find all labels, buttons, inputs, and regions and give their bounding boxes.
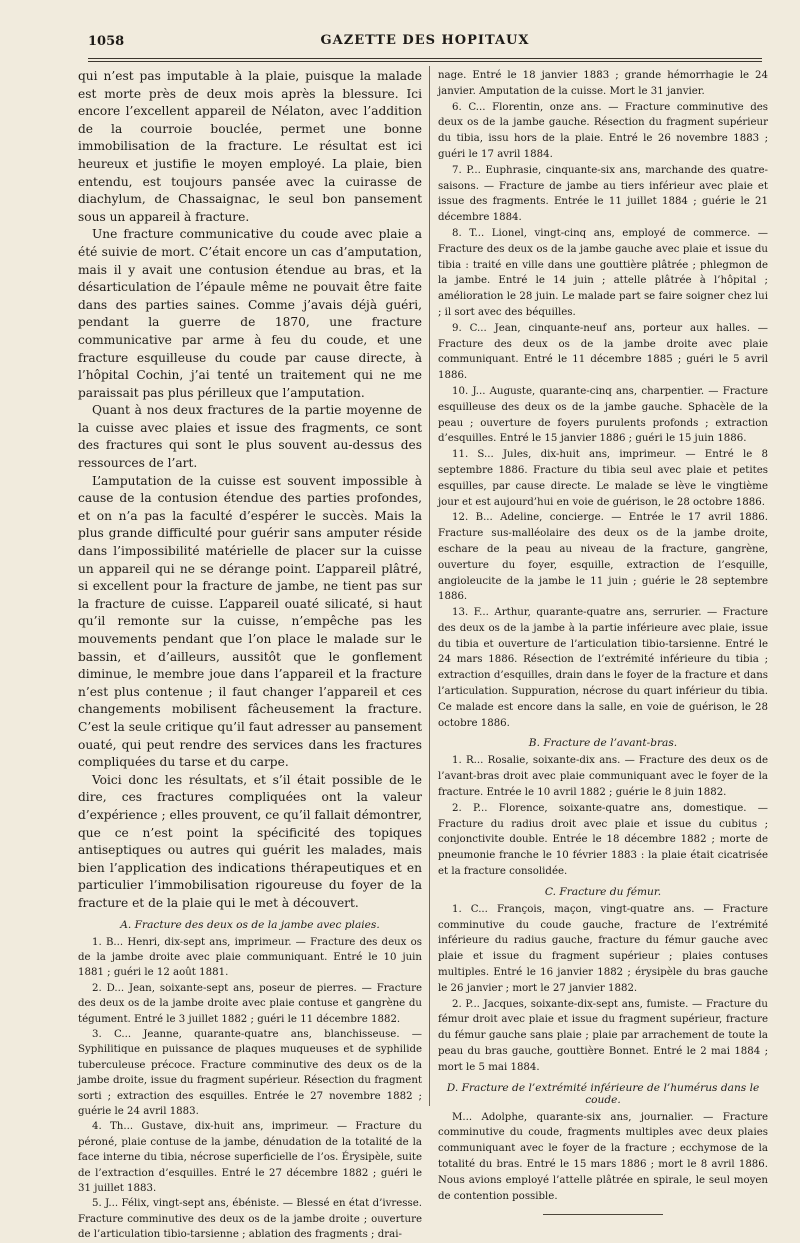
section-c-title: C. Fracture du fémur. <box>544 885 662 898</box>
page-number: 1058 <box>88 34 125 49</box>
case-entry: 1. R... Rosalie, soixante-dix ans. — Fracture des deux os de l’avant-bras droit avec plaie communiquant avec le foyer de la fracture. Entrée le 10 avril 1882 ; guérie le 8 juin 1882. <box>438 755 768 799</box>
case-entry: 4. Th... Gustave, dix-huit ans, imprimeur. — Fracture du péroné, plaie contuse de la jambe, dénudation de la totalité de la face interne du tibia, nécrose superficielle de l’os. Érysipèle, suite de l’extraction d’esquilles. Entré le 27 décembre 1882 ; guéri le 31 juillet 1883. <box>78 1121 422 1194</box>
body-paragraph: Voici donc les résultats, et s’il était possible de le dire, ces fractures compliquées ont la valeur d’expérience ; elles prouvent, ce qu’il fallait démontrer, que ce n’est point la spécificité des topiques antiseptiques ou autres qui guérit les malades, mais bien l’application des indications thérapeutiques et en particulier l’immobilisation rigoureuse du foyer de la fracture et de la plaie qui le met à découvert. <box>78 772 422 910</box>
case-entry: 1. B... Henri, dix-sept ans, imprimeur. — Fracture des deux os de la jambe droite avec plaie communiquant. Entré le 10 juin 1881 ; guéri le 12 août 1881. <box>78 936 422 979</box>
case-entry: 12. B... Adeline, concierge. — Entrée le 17 avril 1886. Fracture sus-malléolaire des deux os de la jambe droite, eschare de la peau au niveau de la fracture, gangrène, ouverture du foyer, esquille, extraction de l’esquille, angioleucite de la jambe le 11 juin ; guérie le 28 septembre 1886. <box>438 512 768 603</box>
body-paragraph: Une fracture communicative du coude avec plaie a été suivie de mort. C’était encore un cas d’amputation, mais il y avait une contusion étendue au bras, et la désarticulation de l’épaule même ne pouvait être faite dans des parties saines. Comme j’avais déjà guéri, pendant la guerre de 1870, une fracture communicative par arme à feu du coude, et une fracture esquilleuse du coude par cause directe, à l’hôpital Cochin, j’ai tenté un traitement qui ne me paraissait pas plus périlleux que l’amputation. <box>78 227 422 400</box>
journal-title: GAZETTE DES HOPITAUX <box>320 33 530 48</box>
case-entry: 9. C... Jean, cinquante-neuf ans, porteur aux halles. — Fracture des deux os de la jambe droite avec plaie communiquant. Entré le 11 décembre 1885 ; guéri le 5 avril 1886. <box>438 322 768 382</box>
header-rule-top <box>88 58 762 59</box>
case-entry: M... Adolphe, quarante-six ans, journalier. — Fracture comminutive du coude, fragments multiples avec deux plaies communiquant avec le foyer de la fracture ; ecchymose de la totalité du bras. Entré le 15 mars 1886 ; mort le 8 avril 1886. Nous avions employé l’attelle plâtrée en spirale, le seul moyen de contention possible. <box>438 1111 768 1202</box>
case-entry: 3. C... Jeanne, quarante-quatre ans, blanchisseuse. — Syphilitique en puissance de plaques muqueuses et de syphilide tuberculeuse précoce. Fracture comminutive des deux os de la jambe droite, issue du fragment supérieur. Résection du fragment sorti ; extraction des esquilles. Entrée le 27 novembre 1882 ; guérie le 24 avril 1883. <box>78 1028 422 1117</box>
case-entry: 5. J... Félix, vingt-sept ans, ébéniste. — Blessé en état d’ivresse. Fracture comminutive des deux os de la jambe droite ; ouverture de l’articulation tibio-tarsienne ; ablation des fragments ; drai- <box>78 1198 422 1241</box>
case-entry: 2. D... Jean, soixante-sept ans, poseur de pierres. — Fracture des deux os de la jambe droite avec plaie contuse et gangrène du tégument. Entré le 3 juillet 1882 ; guéri le 11 décembre 1882. <box>78 982 422 1025</box>
case-entry: 13. F... Arthur, quarante-quatre ans, serrurier. — Fracture des deux os de la jambe à la partie inférieure avec plaie, issue du tibia et ouverture de l’articulation tibio-tarsienne. Entré le 24 mars 1886. Résection de l’extrémité inférieure du tibia ; extraction d’esquilles, drain dans le foyer de la fracture et dans l’articulation. Suppuration, nécrose du quart inférieur du tibia. Ce malade est encore dans la salle, en voie de guérison, le 28 octobre 1886. <box>438 607 768 729</box>
page-header <box>88 30 762 52</box>
body-paragraph: L’amputation de la cuisse est souvent impossible à cause de la contusion étendue des parties profondes, et on n’a pas la faculté d’espérer le succès. Mais la plus grande difficulté pour guérir sans amputer réside dans l’impossibilité matérielle de placer sur la cuisse un appareil qui ne se dérange point. L’appareil plâtré, si excellent pour la fracture de jambe, ne tient pas sur la fracture de cuisse. L’appareil ouaté silicaté, si haut qu’il remonte sur la cuisse, n’empêche pas les mouvements pendant que l’on place le malade sur le bassin, et d’ailleurs, aussitôt que le gonflement diminue, le membre joue dans l’appareil et la fracture n’est plus contenue ; il faut changer l’appareil et ces changements mobilisent fâcheusement la fracture. C’est la seule critique qu’il faut adresser au pansement ouaté, qui peut rendre des services dans les fractures compliquées du tarse et du carpe. <box>78 473 422 770</box>
column-divider <box>429 66 430 1106</box>
section-d-title: D. Fracture de l’extrémité inférieure de l’humérus dans le coude. <box>446 1081 760 1106</box>
case-entry: nage. Entré le 18 janvier 1883 ; grande hémorrhagie le 24 janvier. Amputation de la cuisse. Mort le 31 janvier. <box>438 70 768 97</box>
case-entry: 8. T... Lionel, vingt-cinq ans, employé de commerce. — Fracture des deux os de la jambe gauche avec plaie et issue du tibia : traité en ville dans une gouttière plâtrée ; phlegmon de la jambe. Entré le 14 juin ; attelle plâtrée à l’hôpital ; amélioration le 28 juin. Le malade part se faire soigner chez lui ; il sort avec des béquilles. <box>438 227 768 318</box>
body-paragraph: Quant à nos deux fractures de la partie moyenne de la cuisse avec plaies et issue des fragments, ce sont des fractures qui sont le plus souvent au-dessus des ressources de l’art. <box>78 403 422 471</box>
case-entry: 10. J... Auguste, quarante-cinq ans, charpentier. — Fracture esquilleuse des deux os de la jambe gauche. Sphacèle de la peau ; ouverture de foyers purulents profonds ; extraction d’esquilles. Entré le 15 janvier 1886 ; guéri le 15 juin 1886. <box>438 385 768 445</box>
case-entry: 7. P... Euphrasie, cinquante-six ans, marchande des quatre-saisons. — Fracture de jambe au tiers inférieur avec plaie et issue des fragments. Entrée le 11 juillet 1884 ; guérie le 21 décembre 1884. <box>438 164 768 224</box>
section-a-title: A. Fracture des deux os de la jambe avec plaies. <box>120 918 380 931</box>
case-entry: 2. P... Florence, soixante-quatre ans, domestique. — Fracture du radius droit avec plaie et issue du cubitus ; conjonctivite double. Entrée le 18 décembre 1882 ; morte de pneumonie franche le 10 février 1883 : la plaie était cicatrisée et la fracture consolidée. <box>438 802 768 878</box>
right-column <box>438 68 768 1215</box>
case-entry: 2. P... Jacques, soixante-dix-sept ans, fumiste. — Fracture du fémur droit avec plaie et issue du fragment supérieur, fracture du fémur gauche sans plaie ; plaie par arrachement de toute la peau du bras gauche, gouttière Bonnet. Entré le 2 mai 1884 ; mort le 5 mai 1884. <box>438 998 768 1073</box>
header-rule-bottom <box>88 61 762 62</box>
section-b-title: B. Fracture de l’avant-bras. <box>528 737 678 750</box>
case-entry: 6. C... Florentin, onze ans. — Fracture comminutive des deux os de la jambe gauche. Résection du fragment supérieur du tibia, issu hors de la plaie. Entré le 26 novembre 1883 ; guéri le 17 avril 1884. <box>438 101 768 160</box>
case-entry: 1. C... François, maçon, vingt-quatre ans. — Fracture comminutive du coude gauche, fracture de l’extrémité inférieure du radius gauche, fracture du fémur gauche avec plaie et issue du fragment supérieur ; plaies contuses multiples. Entré le 16 janvier 1882 ; érysipèle du bras gauche le 26 janvier ; mort le 27 janvier 1882. <box>438 903 768 994</box>
case-entry: 11. S... Jules, dix-huit ans, imprimeur. — Entré le 8 septembre 1886. Fracture du tibia seul avec plaie et petites esquilles, par cause directe. Le malade se lève le vingtième jour et est aujourd’hui en voie de guérison, le 28 octobre 1886. <box>438 449 768 508</box>
body-paragraph: qui n’est pas imputable à la plaie, puisque la malade est morte près de deux mois après la blessure. Ici encore l’excellent appareil de Nélaton, avec l’addition de la courroie bouclée, permet une bonne immobilisation de la fracture. Le résultat est ici heureux et justifie le moyen employé. La plaie, bien entendu, est toujours pansée avec la cuirasse de diachylum, de Chassaignac, le seul bon pansement sous un appareil à fracture. <box>78 69 422 224</box>
left-column <box>78 68 422 1243</box>
closing-divider <box>543 1214 663 1215</box>
